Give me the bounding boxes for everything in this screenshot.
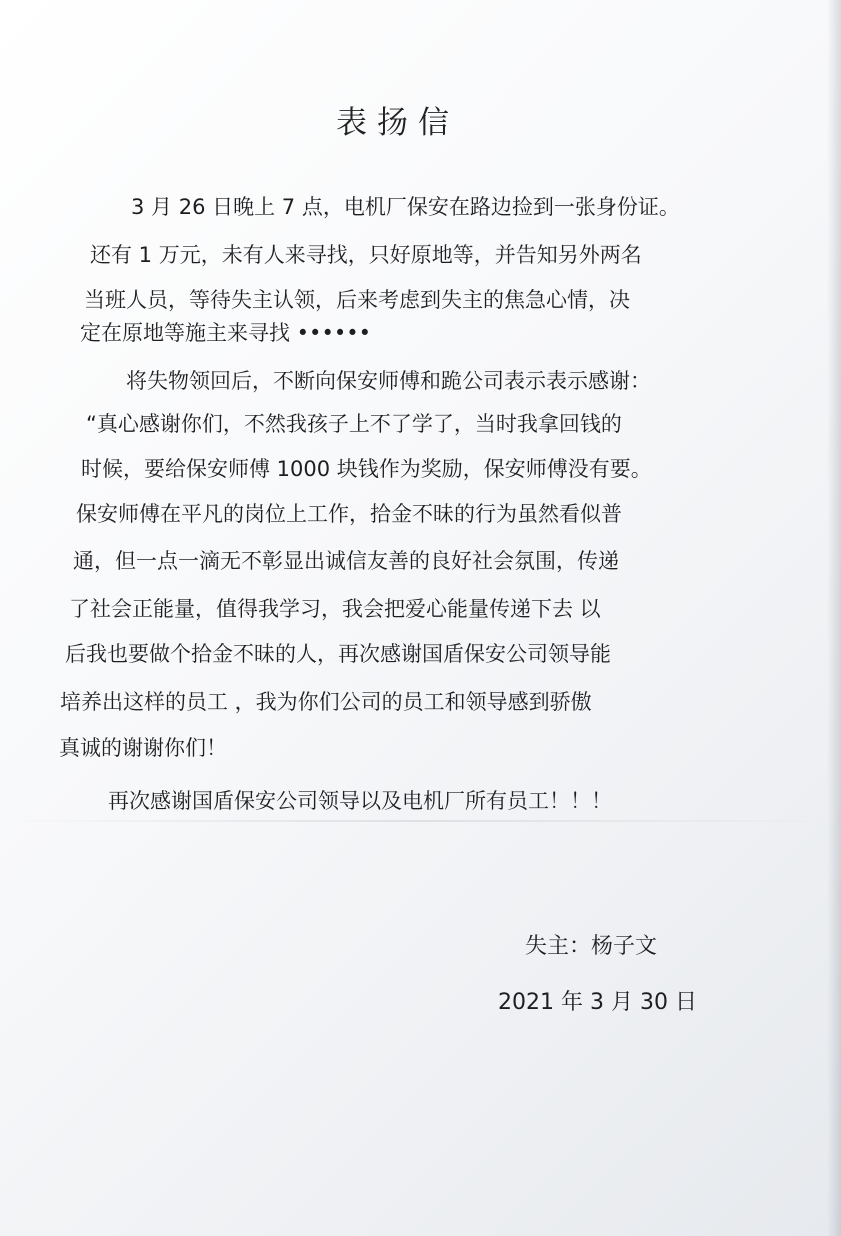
letter-title: 表扬信 <box>336 105 459 141</box>
closing-thanks: 再次感谢国盾保安公司领导以及电机厂所有员工！！！ <box>108 789 612 813</box>
letter-date: 2021 年 3 月 30 日 <box>498 990 697 1015</box>
letter-line: “真心感谢你们，不然我孩子上不了学了，当时我拿回钱的 <box>86 412 622 436</box>
letter-line: 时候，要给保安师傅 1000 块钱作为奖励，保安师傅没有要。 <box>81 457 652 481</box>
letter-line: 定在原地等施主来寻找 •••••• <box>80 321 371 345</box>
letter-line: 了社会正能量，值得我学习，我会把爱心能量传递下去 以 <box>69 597 601 621</box>
letter-line: 3 月 26 日晚上 7 点，电机厂保安在路边捡到一张身份证。 <box>131 195 680 219</box>
letter-line: 通，但一点一滴无不彰显出诚信友善的良好社会氛围，传递 <box>73 549 619 573</box>
signature: 失主：杨子文 <box>525 934 658 959</box>
letter-line: 真诚的谢谢你们！ <box>59 736 227 760</box>
letter-line: 保安师傅在平凡的岗位上工作，拾金不昧的行为虽然看似普 <box>76 502 622 526</box>
letter-line: 当班人员，等待失主认领，后来考虑到失主的焦急心情，决 <box>84 288 630 312</box>
letter-line: 培养出这样的员工 ，我为你们公司的员工和领导感到骄傲 <box>60 690 592 714</box>
letter-line: 将失物领回后，不断向保安师傅和跪公司表示表示感谢： <box>126 369 651 393</box>
letter-line: 后我也要做个拾金不昧的人，再次感谢国盾保安公司领导能 <box>65 642 611 666</box>
paper-fold-shadow <box>0 820 841 822</box>
letter-line: 还有 1 万元，未有人来寻找，只好原地等，并告知另外两名 <box>90 243 642 267</box>
